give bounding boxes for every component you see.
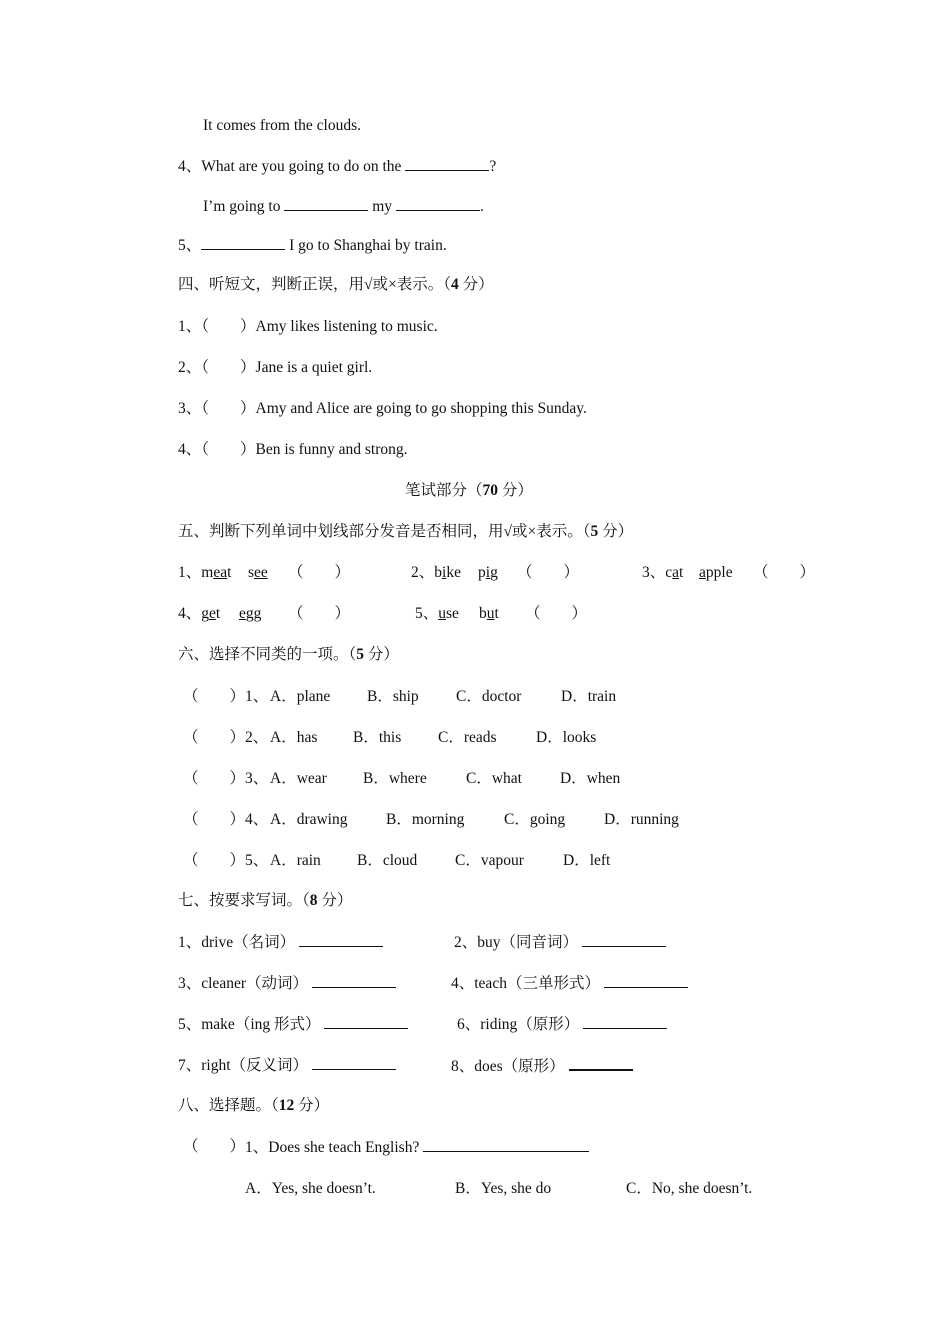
item-number: 1、: [245, 688, 269, 705]
word2-underlined: u: [486, 605, 495, 622]
section4-heading-text: 四、听短文，判断正误，用√或×表示。（: [178, 276, 451, 293]
item-number: 3、: [245, 770, 269, 787]
q4-answer-blank-1[interactable]: [284, 196, 368, 211]
word2-start: s: [248, 564, 255, 581]
section6-points: 5: [356, 646, 365, 663]
answer-paren[interactable]: （ ）: [201, 359, 256, 376]
item-number: 5、: [245, 852, 269, 869]
section7-heading-text: 七、按要求写词。（: [178, 892, 310, 909]
written-part-title: [405, 481, 533, 501]
item-number: 1、: [178, 564, 202, 581]
option-a: A．Yes, she doesn’t.: [245, 1180, 376, 1197]
section4-item: [178, 317, 438, 337]
answer-paren[interactable]: （ ）: [201, 400, 256, 417]
answer-paren[interactable]: （ ）: [201, 318, 256, 335]
word1-start: c: [665, 564, 673, 581]
word-blank[interactable]: [569, 1055, 633, 1071]
word-item-7: [178, 1055, 396, 1076]
option-d: D．train: [561, 688, 617, 705]
answer-paren[interactable]: （ ）: [183, 1138, 246, 1155]
written-points: 70: [482, 482, 499, 499]
section8-points: 12: [278, 1097, 295, 1114]
word-item-5: [178, 1014, 408, 1035]
section6-heading: [178, 645, 399, 665]
section4-heading-end: 分）: [458, 276, 494, 293]
option-c: C．doctor: [456, 688, 522, 705]
option-c: C．what: [466, 770, 522, 787]
section4-points: 4: [451, 276, 459, 293]
option-d: D．left: [563, 852, 611, 869]
phonics-word2-5: [479, 604, 499, 624]
section7-heading-end: 分）: [317, 892, 353, 909]
answer-paren[interactable]: （ ）: [183, 770, 246, 787]
option-d: D．when: [560, 770, 621, 787]
mc-question-1: [245, 1137, 589, 1158]
q4-answer-end: .: [479, 198, 484, 215]
item-number: 1、: [178, 318, 202, 335]
phonics-word2-4: [239, 604, 261, 624]
q4-answer-blank-2[interactable]: [396, 196, 480, 211]
word1-start: b: [434, 564, 443, 581]
option-a: A．wear: [270, 770, 327, 787]
option-d: D．running: [604, 811, 679, 828]
section7-heading: [178, 891, 352, 911]
option-d: D．looks: [536, 729, 597, 746]
section8-heading: [178, 1096, 329, 1116]
word-item-6: [457, 1014, 667, 1035]
word2-underlined: a: [699, 564, 706, 581]
word-item-3: [178, 973, 396, 994]
word1-start: m: [201, 564, 214, 581]
section7-points: 8: [309, 892, 318, 909]
answer-paren[interactable]: （ ）: [183, 811, 246, 828]
word2-underlined: i: [485, 564, 491, 581]
item-text: Amy likes listening to music.: [255, 318, 438, 335]
section6-heading-end: 分）: [364, 646, 399, 663]
q3-answer-line: It comes from the clouds.: [203, 117, 361, 134]
q4-text: What are you going to do on the: [201, 158, 402, 175]
word-item-text: 5、make（ing 形式）: [178, 1016, 321, 1033]
word-item-2: [454, 932, 666, 953]
word2-underlined: ee: [254, 564, 268, 581]
word1-underlined: u: [438, 605, 447, 622]
section5-heading-end: 分）: [598, 523, 634, 540]
q5-number: 5、: [178, 237, 202, 254]
section4-item: [178, 440, 408, 460]
word1-underlined: e: [209, 605, 216, 622]
question-blank[interactable]: [423, 1137, 589, 1152]
word1-end: t: [227, 564, 232, 581]
q4-number: 4、: [178, 158, 202, 175]
option-a: A．rain: [270, 852, 321, 869]
q5-line: [178, 235, 447, 256]
word-item-1: [178, 932, 383, 953]
word-item-8: [451, 1055, 633, 1077]
word1-end: se: [446, 605, 459, 622]
item-number: 2、: [411, 564, 435, 581]
q4-answer-a: I’m going to: [203, 198, 281, 215]
word-item-4: [451, 973, 688, 994]
word-blank[interactable]: [583, 1014, 667, 1029]
section5-points: 5: [590, 523, 599, 540]
item-number: 5、: [415, 605, 439, 622]
q5-text: I go to Shanghai by train.: [289, 237, 447, 254]
word-blank[interactable]: [312, 1055, 396, 1070]
word2-end: pple: [705, 564, 733, 581]
item-number: 4、: [178, 605, 202, 622]
answer-paren[interactable]: （ ）: [288, 605, 351, 622]
word2-end: g: [490, 564, 498, 581]
item-number: 2、: [245, 729, 269, 746]
word-blank[interactable]: [324, 1014, 408, 1029]
item-number: 3、: [642, 564, 666, 581]
word1-end: t: [215, 605, 221, 622]
answer-paren[interactable]: （ ）: [517, 564, 580, 581]
option-c: C．No, she doesn’t.: [626, 1180, 753, 1197]
word-item-text: 8、does（原形）: [451, 1058, 565, 1075]
phonics-item-5: [415, 604, 459, 624]
section8-heading-text: 八、选择题。（: [178, 1097, 279, 1114]
item-text: Ben is funny and strong.: [255, 441, 408, 458]
word2-underlined: e: [239, 605, 246, 622]
phonics-item-4: [178, 604, 220, 624]
q4-end: ?: [489, 158, 497, 175]
option-c: C．reads: [438, 729, 497, 746]
q4-line: [178, 156, 496, 177]
answer-paren[interactable]: （ ）: [525, 605, 588, 622]
word-blank[interactable]: [299, 932, 383, 947]
word-item-text: 6、riding（原形）: [457, 1016, 580, 1033]
section4-heading: [178, 275, 494, 295]
option-b: B．cloud: [357, 852, 418, 869]
word1-end: t: [679, 564, 684, 581]
written-title-text: 笔试部分（: [405, 482, 483, 499]
item-number: 4、: [178, 441, 202, 458]
answer-paren[interactable]: （ ）: [753, 564, 816, 581]
q5-blank[interactable]: [201, 235, 285, 250]
section4-item: [178, 399, 587, 419]
word-item-text: 2、buy（同音词）: [454, 934, 579, 951]
phonics-item-1: [178, 563, 231, 583]
answer-paren[interactable]: （ ）: [201, 441, 256, 458]
option-c: C．vapour: [455, 852, 524, 869]
word2-end: gg: [245, 605, 262, 622]
word1-underlined: a: [672, 564, 680, 581]
phonics-item-2: [411, 563, 461, 583]
phonics-word2-1: [248, 563, 268, 583]
word1-underlined: i: [442, 564, 447, 581]
phonics-item-3: [642, 563, 683, 583]
word-item-text: 1、drive（名词）: [178, 934, 296, 951]
section6-heading-text: 六、选择不同类的一项。（: [178, 646, 357, 663]
word-blank[interactable]: [312, 973, 396, 988]
section5-heading: [178, 522, 633, 542]
option-b: B．morning: [386, 811, 465, 828]
option-b: B．this: [353, 729, 402, 746]
option-b: B．ship: [367, 688, 419, 705]
word-blank[interactable]: [582, 932, 666, 947]
section4-item: [178, 358, 372, 378]
question-text: 1、Does she teach English?: [245, 1139, 420, 1156]
word2-start: p: [478, 564, 486, 581]
phonics-word2-3: [699, 563, 733, 583]
answer-paren[interactable]: （ ）: [183, 688, 246, 705]
section8-heading-end: 分）: [294, 1097, 330, 1114]
word1-end: ke: [446, 564, 461, 581]
written-title-end: 分）: [498, 482, 533, 499]
item-number: 2、: [178, 359, 202, 376]
option-b: B．where: [363, 770, 427, 787]
section5-heading-text: 五、判断下列单词中划线部分发音是否相同，用√或×表示。（: [178, 523, 591, 540]
word2-start: b: [479, 605, 487, 622]
option-c: C．going: [504, 811, 566, 828]
answer-paren[interactable]: （ ）: [183, 852, 246, 869]
q4-answer-line: [203, 196, 484, 217]
item-number: 4、: [245, 811, 269, 828]
word-item-text: 3、cleaner（动词）: [178, 975, 308, 992]
word-blank[interactable]: [604, 973, 688, 988]
word-item-text: 7、right（反义词）: [178, 1057, 309, 1074]
item-text: Jane is a quiet girl.: [255, 359, 373, 376]
word-item-text: 4、teach（三单形式）: [451, 975, 600, 992]
answer-paren[interactable]: （ ）: [288, 564, 351, 581]
word1-underlined: ea: [213, 564, 228, 581]
option-a: A．plane: [270, 688, 331, 705]
item-text: Amy and Alice are going to go shopping this Sunday.: [255, 400, 587, 417]
option-a: A．has: [270, 729, 318, 746]
item-number: 3、: [178, 400, 202, 417]
q4-blank[interactable]: [405, 156, 489, 171]
word2-end: t: [494, 605, 499, 622]
answer-paren[interactable]: （ ）: [183, 729, 246, 746]
option-b: B．Yes, she do: [455, 1180, 552, 1197]
q4-answer-b: my: [372, 198, 393, 215]
option-a: A．drawing: [270, 811, 348, 828]
word1-start: g: [201, 605, 210, 622]
phonics-word2-2: [478, 563, 498, 583]
